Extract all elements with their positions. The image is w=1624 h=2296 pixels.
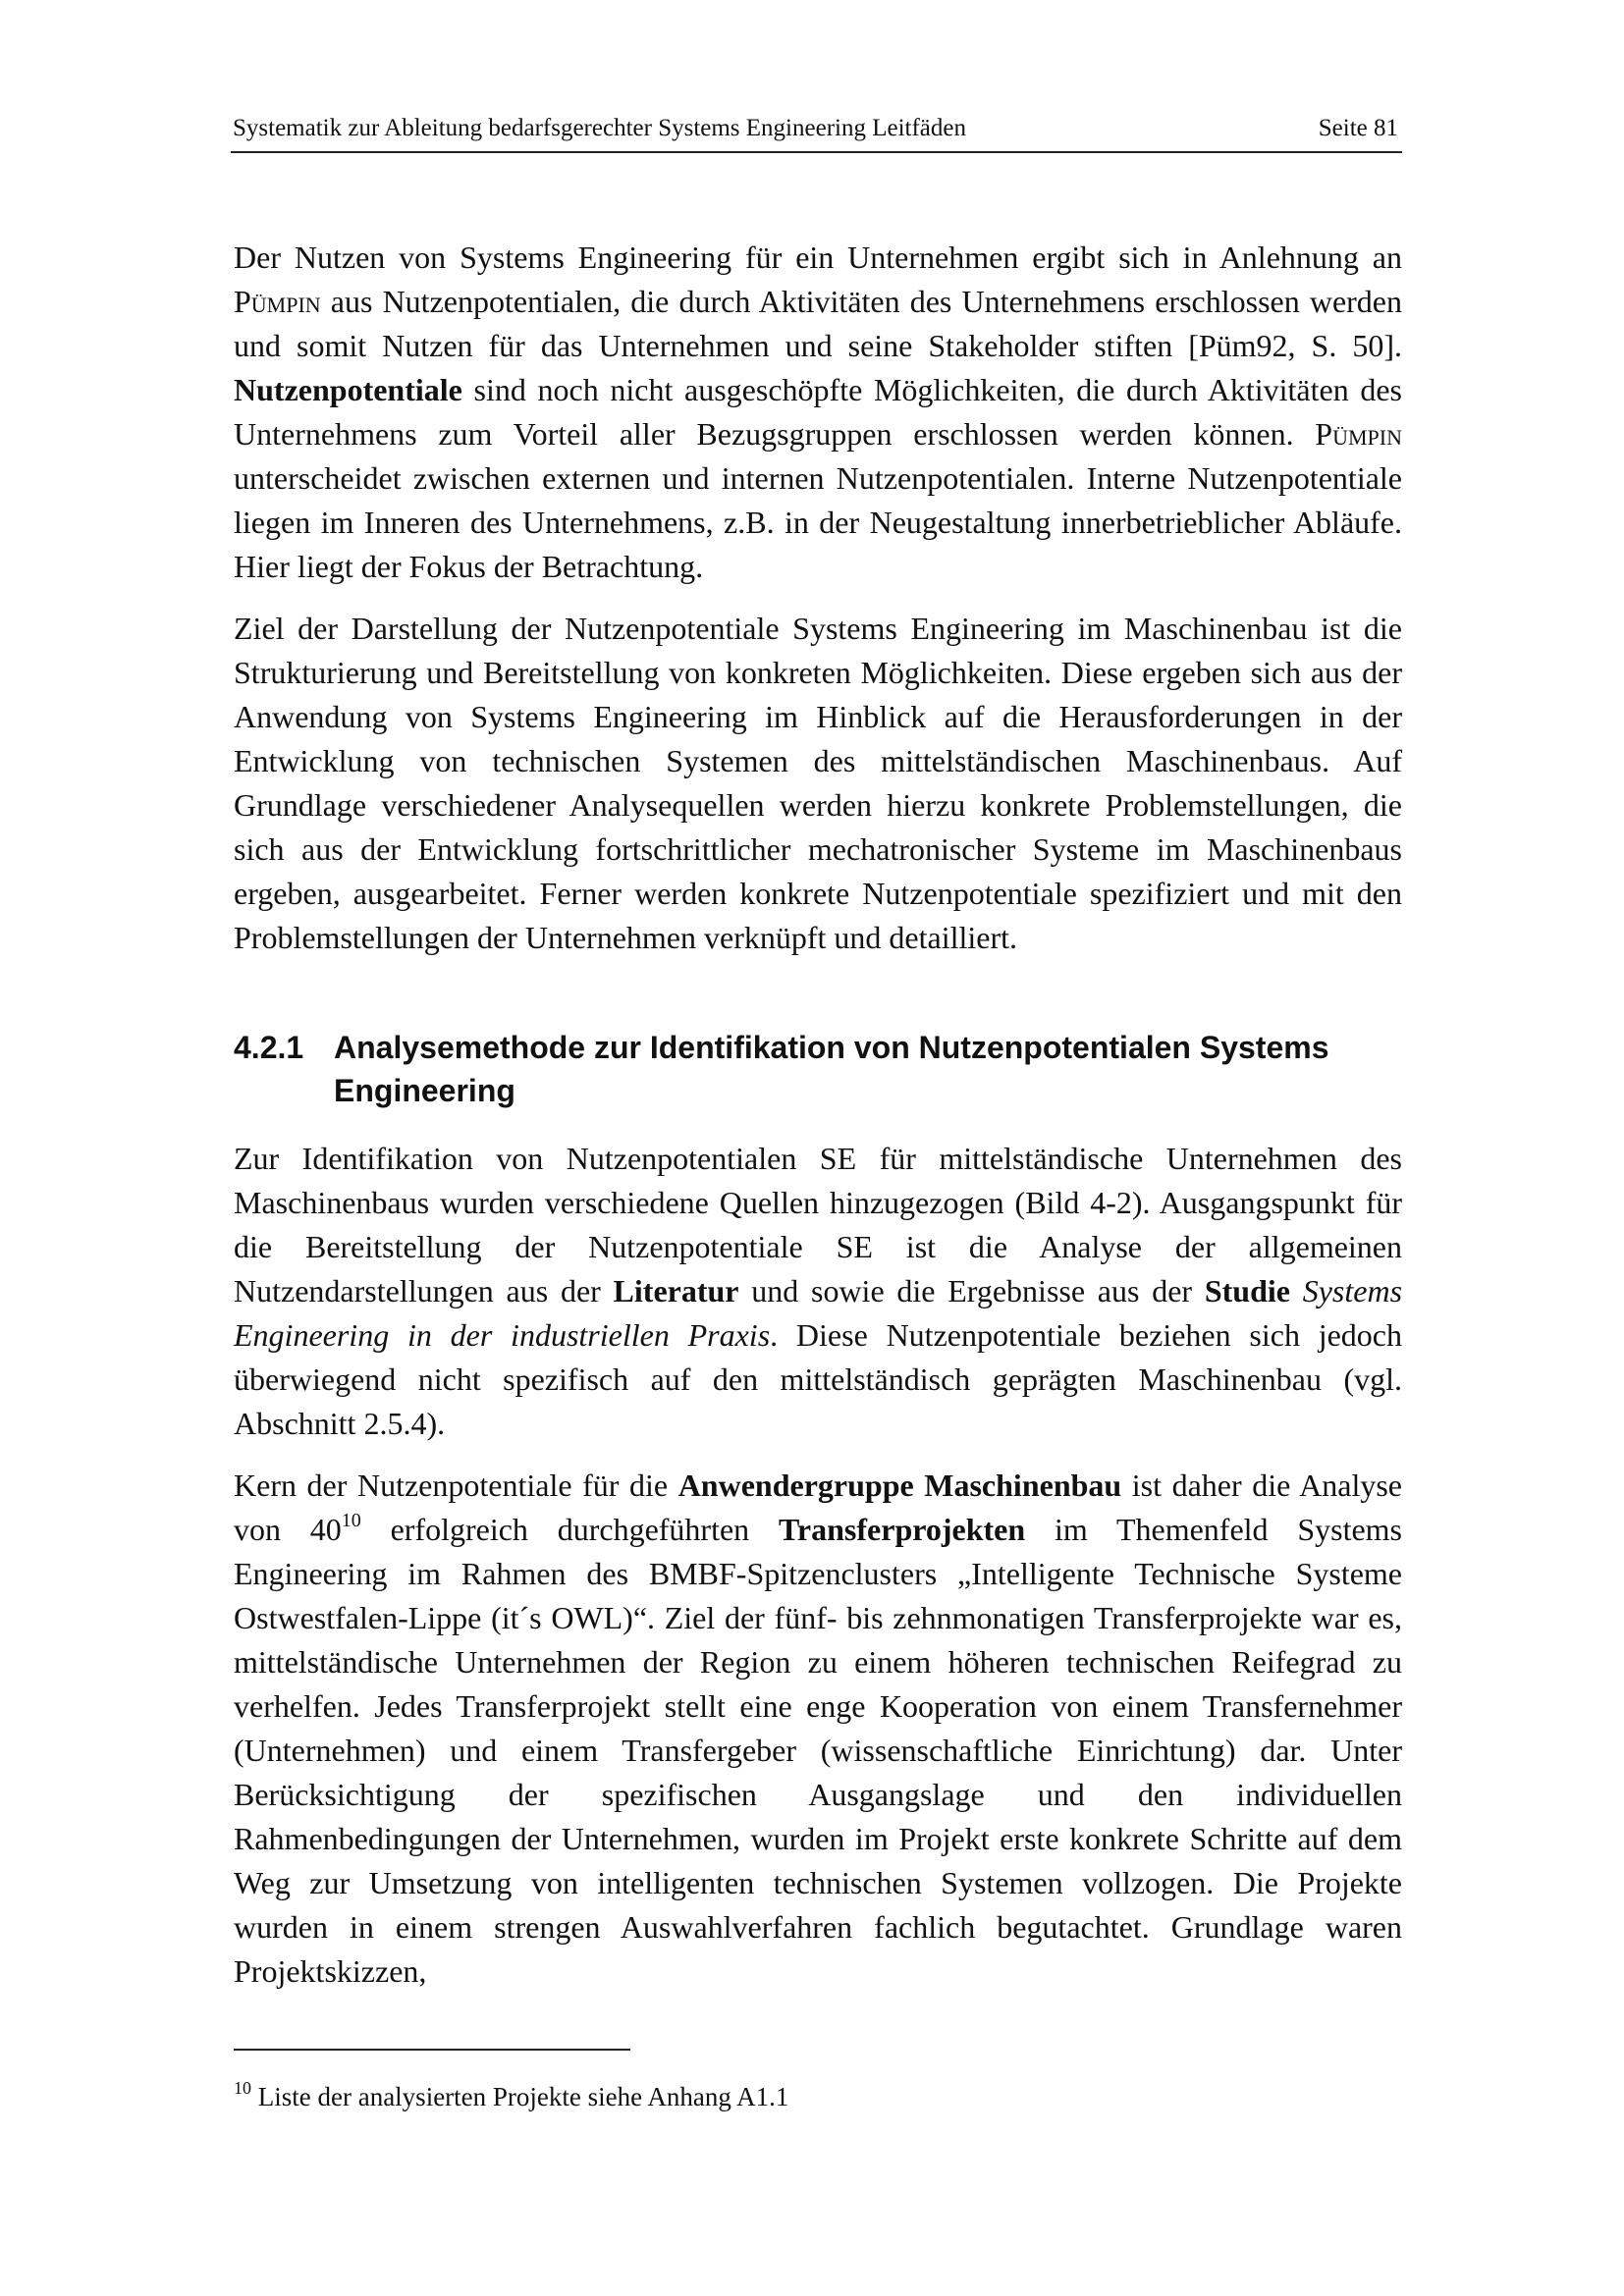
term-anwendergruppe: Anwendergruppe Maschinenbau	[677, 1468, 1122, 1503]
term-studie: Studie	[1204, 1273, 1290, 1308]
term-nutzenpotentiale: Nutzenpotentiale	[234, 372, 462, 407]
text-run	[1290, 1273, 1303, 1308]
footnote-divider	[234, 2049, 630, 2051]
text-run: . Diese Nutzenpotentiale beziehen sich jedoch überwiegend nicht spezifisch auf den mittelständisch geprägten Maschinenbau (vgl. Abschnitt 2.5.4).	[234, 1317, 1403, 1441]
author-name: Pümpin	[234, 284, 321, 319]
paragraph-kern	[234, 1464, 1402, 1994]
text-run: Kern der Nutzenpotentiale für die	[234, 1468, 678, 1503]
text-run: Zur Identifikation von Nutzenpotentialen SE für mittelständische Unternehmen des Maschinenbaus wurden verschiedene Quellen hinzugezogen (Bild 4-2). Ausgangspunkt für die Bereitstellung der Nutzenpotentiale SE ist die Analyse der allgemeinen Nutzendarstellungen aus der	[234, 1141, 1402, 1308]
running-header	[231, 106, 1402, 153]
footnote	[234, 2079, 788, 2114]
text-run: und sowie die Ergebnisse aus der	[738, 1273, 1205, 1308]
paragraph-nutzen	[234, 236, 1402, 589]
section-heading	[234, 1026, 1402, 1112]
section-number: 4.2.1	[234, 1030, 304, 1065]
text-run: ist daher die Analyse von 40	[234, 1468, 1403, 1547]
text-run: erfolgreich durchgeführten	[360, 1512, 779, 1547]
text-run: Der Nutzen von Systems Engineering für ein Unternehmen ergibt sich in Anlehnung an	[234, 240, 1402, 275]
page-number: Seite 81	[1318, 115, 1398, 141]
study-title: Systems Engineering in der industriellen Praxis	[234, 1273, 1403, 1353]
term-transferprojekten: Transferprojekten	[778, 1512, 1026, 1547]
author-name: Pümpin	[1315, 416, 1402, 452]
section-title: Analysemethode zur Identifikation von Nutzenpotentialen Systems Engineering	[334, 1030, 1329, 1108]
intro-body	[234, 236, 1402, 960]
section-body	[234, 1137, 1402, 1994]
text-run: unterscheidet zwischen externen und internen Nutzenpotentialen. Interne Nutzenpotentiale liegen im Inneren des Unternehmens, z.B. in der Neugestaltung innerbetrieblicher Abläufe. Hier liegt der Fokus der Betrachtung.	[234, 460, 1402, 584]
footnote-text: Liste der analysierten Projekte siehe Anhang A1.1	[251, 2082, 789, 2111]
footnote-reference[interactable]: 10	[341, 1510, 361, 1532]
text-run: aus Nutzenpotentialen, die durch Aktivitäten des Unternehmens erschlossen werden und somit Nutzen für das Unternehmen und seine Stakeholder stiften [Püm92, S. 50].	[234, 284, 1402, 363]
running-title: Systematik zur Ableitung bedarfsgerechter Systems Engineering Leitfäden	[233, 115, 966, 141]
text-run: sind noch nicht ausgeschöpfte Möglichkeiten, die durch Aktivitäten des Unternehmens zum Vorteil aller Bezugsgruppen erschlossen werden können.	[234, 372, 1402, 452]
footnote-marker: 10	[234, 2078, 251, 2098]
paragraph-identifikation	[234, 1137, 1402, 1446]
term-literatur: Literatur	[613, 1273, 739, 1308]
paragraph-ziel: Ziel der Darstellung der Nutzenpotentiale Systems Engineering im Maschinenbau ist die Strukturierung und Bereitstellung von konkreten Möglichkeiten. Diese ergeben sich aus der Anwendung von Systems Engineering im Hinblick auf die Herausforderungen in der Entwicklung von technischen Systemen des mittelständischen Maschinenbaus. Auf Grundlage verschiedener Analysequellen werden hierzu konkrete Problemstellungen, die sich aus der Entwicklung fortschrittlicher mechatronischer Systeme im Maschinenbaus ergeben, ausgearbeitet. Ferner werden konkrete Nutzenpotentiale spezifiziert und mit den Problemstellungen der Unternehmen verknüpft und detailliert.	[234, 611, 1402, 955]
text-run: im Themenfeld Systems Engineering im Rahmen des BMBF-Spitzenclusters „Intelligente Technische Systeme Ostwestfalen-Lippe (it´s OWL)“. Ziel der fünf- bis zehnmonatigen Transferprojekte war es, mittelständische Unternehmen der Region zu einem höheren technischen Reifegrad zu verhelfen. Jedes Transferprojekt stellt eine enge Kooperation von einem Transfernehmer (Unternehmen) und einem Transfergeber (wissenschaftliche Einrichtung) dar. Unter Berücksichtigung der spezifischen Ausgangslage und den individuellen Rahmenbedingungen der Unternehmen, wurden im Projekt erste konkrete Schritte auf dem Weg zur Umsetzung von intelligenten technischen Systemen vollzogen. Die Projekte wurden in einem strengen Auswahlverfahren fachlich begutachtet. Grundlage waren Projektskizzen,	[234, 1512, 1402, 1989]
